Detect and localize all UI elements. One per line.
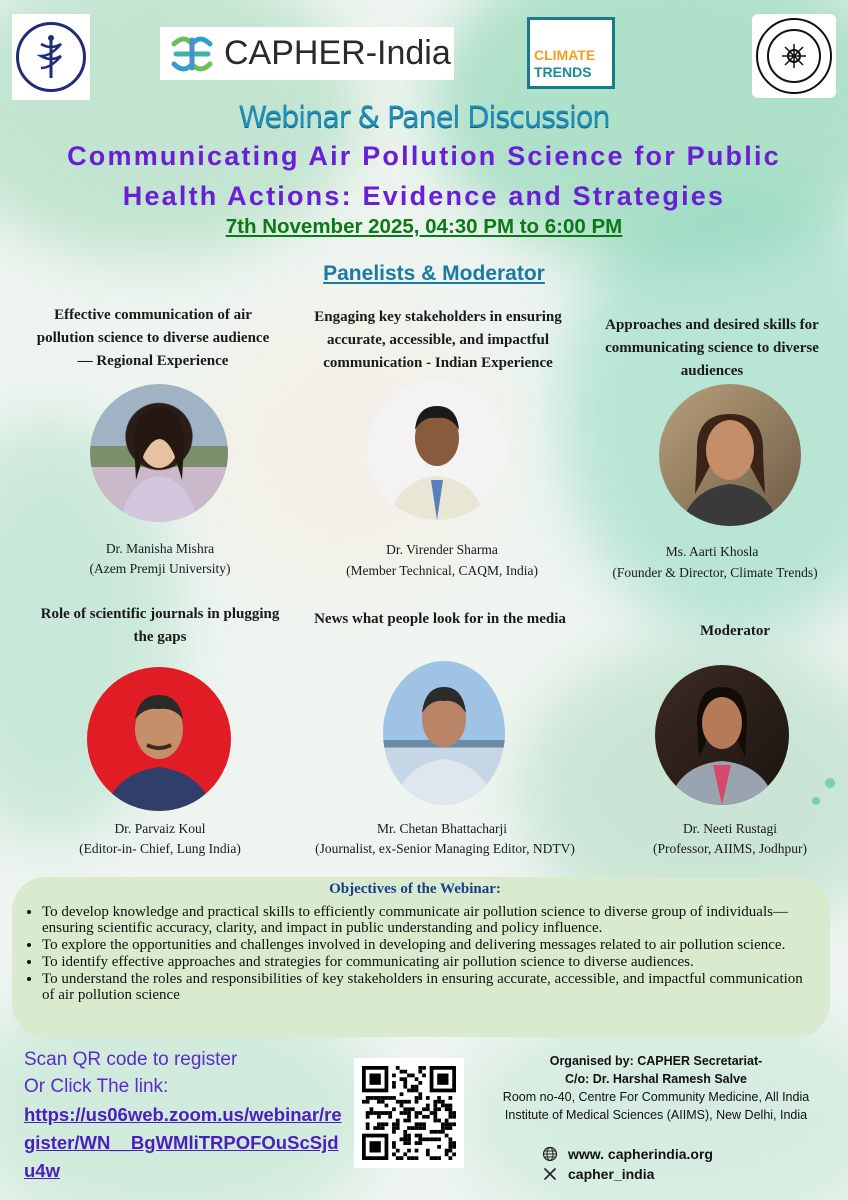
climate-trends-logo <box>527 17 615 89</box>
event-type: Webinar & Panel Discussion <box>238 100 610 134</box>
panelist-1-topic: Effective communication of air pollution science to diverse audience— Regional Experience <box>36 307 270 369</box>
title-line-2: Health Actions: Evidence and Strategies <box>122 181 726 211</box>
qr-code[interactable] <box>354 1058 464 1168</box>
moderator-affiliation: (Professor, AIIMS, Jodhpur) <box>653 841 807 856</box>
globe-icon <box>542 1146 558 1162</box>
objectives-box <box>12 877 830 1037</box>
registration-link[interactable]: https://us06web.zoom.us/webinar/register/WN__BgWMliTRPOFOuScSjdu4w <box>24 1104 342 1181</box>
panelist-2-affiliation: (Member Technical, CAQM, India) <box>346 563 538 578</box>
panelist-3-topic: Approaches and desired skills for communicating science to diverse audiences <box>605 317 819 379</box>
climate-logo-line2: TRENDS <box>534 64 592 80</box>
iit-delhi-logo <box>752 14 836 98</box>
capher-india-logo <box>160 27 454 80</box>
objective-item: • To understand the roles and responsibilities of key stakeholders in ensuring accurate, accessible, and impactful communication of air pollution science <box>42 971 808 1003</box>
register-instruction-1: Scan QR code to register <box>24 1049 238 1070</box>
capher-knot-icon <box>166 30 218 78</box>
moderator-photo <box>655 665 789 805</box>
panelist-3-affiliation: (Founder & Director, Climate Trends) <box>612 565 818 580</box>
register-instruction-2: Or Click The link: <box>24 1076 169 1097</box>
section-title: Panelists & Moderator <box>323 262 545 285</box>
organiser-line-1: Organised by: CAPHER Secretariat- <box>549 1054 763 1068</box>
panelist-4-affiliation: (Editor-in- Chief, Lung India) <box>79 841 241 856</box>
panelist-5-affiliation: (Journalist, ex-Senior Managing Editor, NDTV) <box>315 841 575 856</box>
panelist-1-photo <box>90 384 228 522</box>
panelist-2-topic: Engaging key stakeholders in ensuring accurate, accessible, and impactful communication - Indian Experience <box>314 309 562 371</box>
title-line-1: Communicating Air Pollution Science for Public <box>67 141 781 171</box>
panelist-2-photo <box>367 380 507 520</box>
website-row[interactable] <box>542 1146 713 1162</box>
panelist-5-photo <box>383 661 505 805</box>
organiser-line-3: Room no-40, Centre For Community Medicine, All India <box>502 1090 810 1104</box>
moderator-name: Dr. Neeti Rustagi <box>682 821 778 836</box>
qr-code-pattern <box>362 1066 456 1160</box>
panelist-3-name: Ms. Aarti Khosla <box>665 544 759 559</box>
panelist-4-name: Dr. Parvaiz Koul <box>114 821 206 836</box>
event-datetime: 7th November 2025, 04:30 PM to 6:00 PM <box>225 215 623 238</box>
panelist-5-name: Mr. Chetan Bhattacharji <box>376 821 508 836</box>
organiser-line-2: C/o: Dr. Harshal Ramesh Salve <box>564 1072 748 1086</box>
objectives-list <box>22 904 808 1003</box>
panelist-3-photo <box>659 384 801 526</box>
climate-logo-line1: CLIMATE <box>534 47 596 63</box>
panelist-1-affiliation: (Azem Premji University) <box>89 561 231 576</box>
capher-logo-text: CAPHER-India <box>224 34 451 72</box>
panelist-4-photo <box>87 667 231 811</box>
objective-item: • To explore the opportunities and challenges involved in developing and delivering messages related to air pollution science. <box>42 937 808 953</box>
panelist-4-topic: Role of scientific journals in plugging the gaps <box>40 606 280 645</box>
x-logo-icon <box>542 1166 558 1182</box>
moderator-label: Moderator <box>700 623 770 639</box>
objectives-heading: Objectives of the Webinar: <box>329 881 501 897</box>
decorative-dot <box>812 797 820 805</box>
panelist-1-name: Dr. Manisha Mishra <box>105 541 215 556</box>
objective-item: • To identify effective approaches and strategies for communicating air pollution science to diverse audiences. <box>42 954 808 970</box>
organiser-line-4: Institute of Medical Sciences (AIIMS), New Delhi, India <box>504 1108 808 1122</box>
website-text[interactable]: www. capherindia.org <box>568 1146 713 1162</box>
panelist-5-topic: News what people look for in the media <box>314 611 566 627</box>
social-handle[interactable]: capher_india <box>568 1166 655 1182</box>
panelist-2-name: Dr. Virender Sharma <box>386 542 498 557</box>
social-row[interactable] <box>542 1166 654 1182</box>
aiims-logo <box>12 14 90 100</box>
decorative-dot <box>825 778 835 788</box>
objective-item: • To develop knowledge and practical skills to efficiently communicate air pollution science to diverse group of individuals—ensuring scientific accuracy, clarity, and impact in public understanding and policy influence. <box>42 904 808 936</box>
